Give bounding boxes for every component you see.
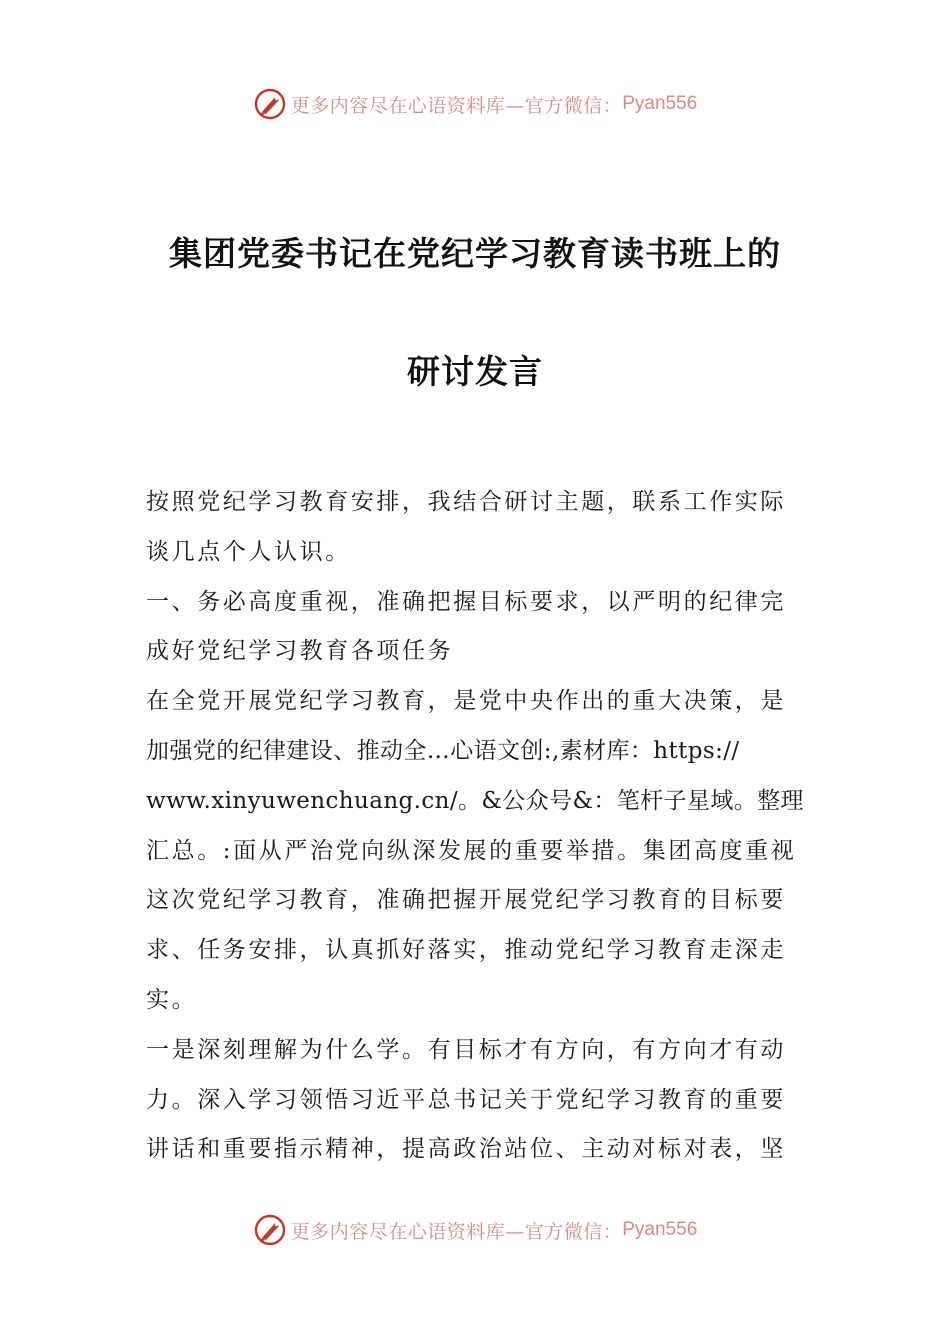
body-line: 这次党纪学习教育，准确把握开展党纪学习教育的目标要 — [146, 887, 786, 914]
document-title-line-1: 集团党委书记在党纪学习教育读书班上的 — [169, 234, 781, 273]
document-title-line-2: 研讨发言 — [407, 352, 543, 391]
body-line: 加强党的纪律建设、推动全…心语文创:,素材库：https:// — [146, 737, 740, 764]
watermark-slogan: 更多内容尽在心语资料库—官方微信： — [290, 1220, 623, 1243]
body-line: 力。深入学习领悟习近平总书记关于党纪学习教育的重要 — [146, 1086, 786, 1113]
body-line: 成好党纪学习教育各项任务 — [146, 638, 454, 665]
pen-nib-logo-icon — [253, 1213, 287, 1247]
watermark-slogan: 更多内容尽在心语资料库—官方微信： — [290, 94, 623, 117]
body-line: 汇总。:面从严治党向纵深发展的重要举措。集团高度重视 — [146, 837, 797, 864]
document-body — [146, 478, 806, 1175]
watermark-banner-bottom — [0, 1210, 950, 1250]
body-line: 一是深刻理解为什么学。有目标才有方向，有方向才有动 — [146, 1036, 786, 1063]
body-line: 一、务必高度重视，准确把握目标要求，以严明的纪律完 — [146, 588, 786, 615]
body-line: 讲话和重要指示精神，提高政治站位、主动对标对表，坚 — [146, 1136, 786, 1163]
body-line: 按照党纪学习教育安排，我结合研讨主题，联系工作实际 — [146, 489, 786, 515]
body-line: 在全党开展党纪学习教育，是党中央作出的重大决策，是 — [146, 688, 786, 715]
body-line: 求、任务安排，认真抓好落实，推动党纪学习教育走深走 — [146, 937, 786, 964]
watermark-wechat-id: Pyan556 — [622, 1219, 698, 1240]
watermark-wechat-id: Pyan556 — [622, 93, 698, 114]
pen-nib-logo-icon — [253, 87, 287, 121]
body-line: 实。 — [146, 986, 198, 1013]
body-line: 谈几点个人认识。 — [146, 538, 351, 565]
watermark-banner-top — [0, 84, 950, 124]
body-line: www.xinyuwenchuang.cn/。&公众号&：笔杆子星域。整理 — [146, 787, 804, 814]
